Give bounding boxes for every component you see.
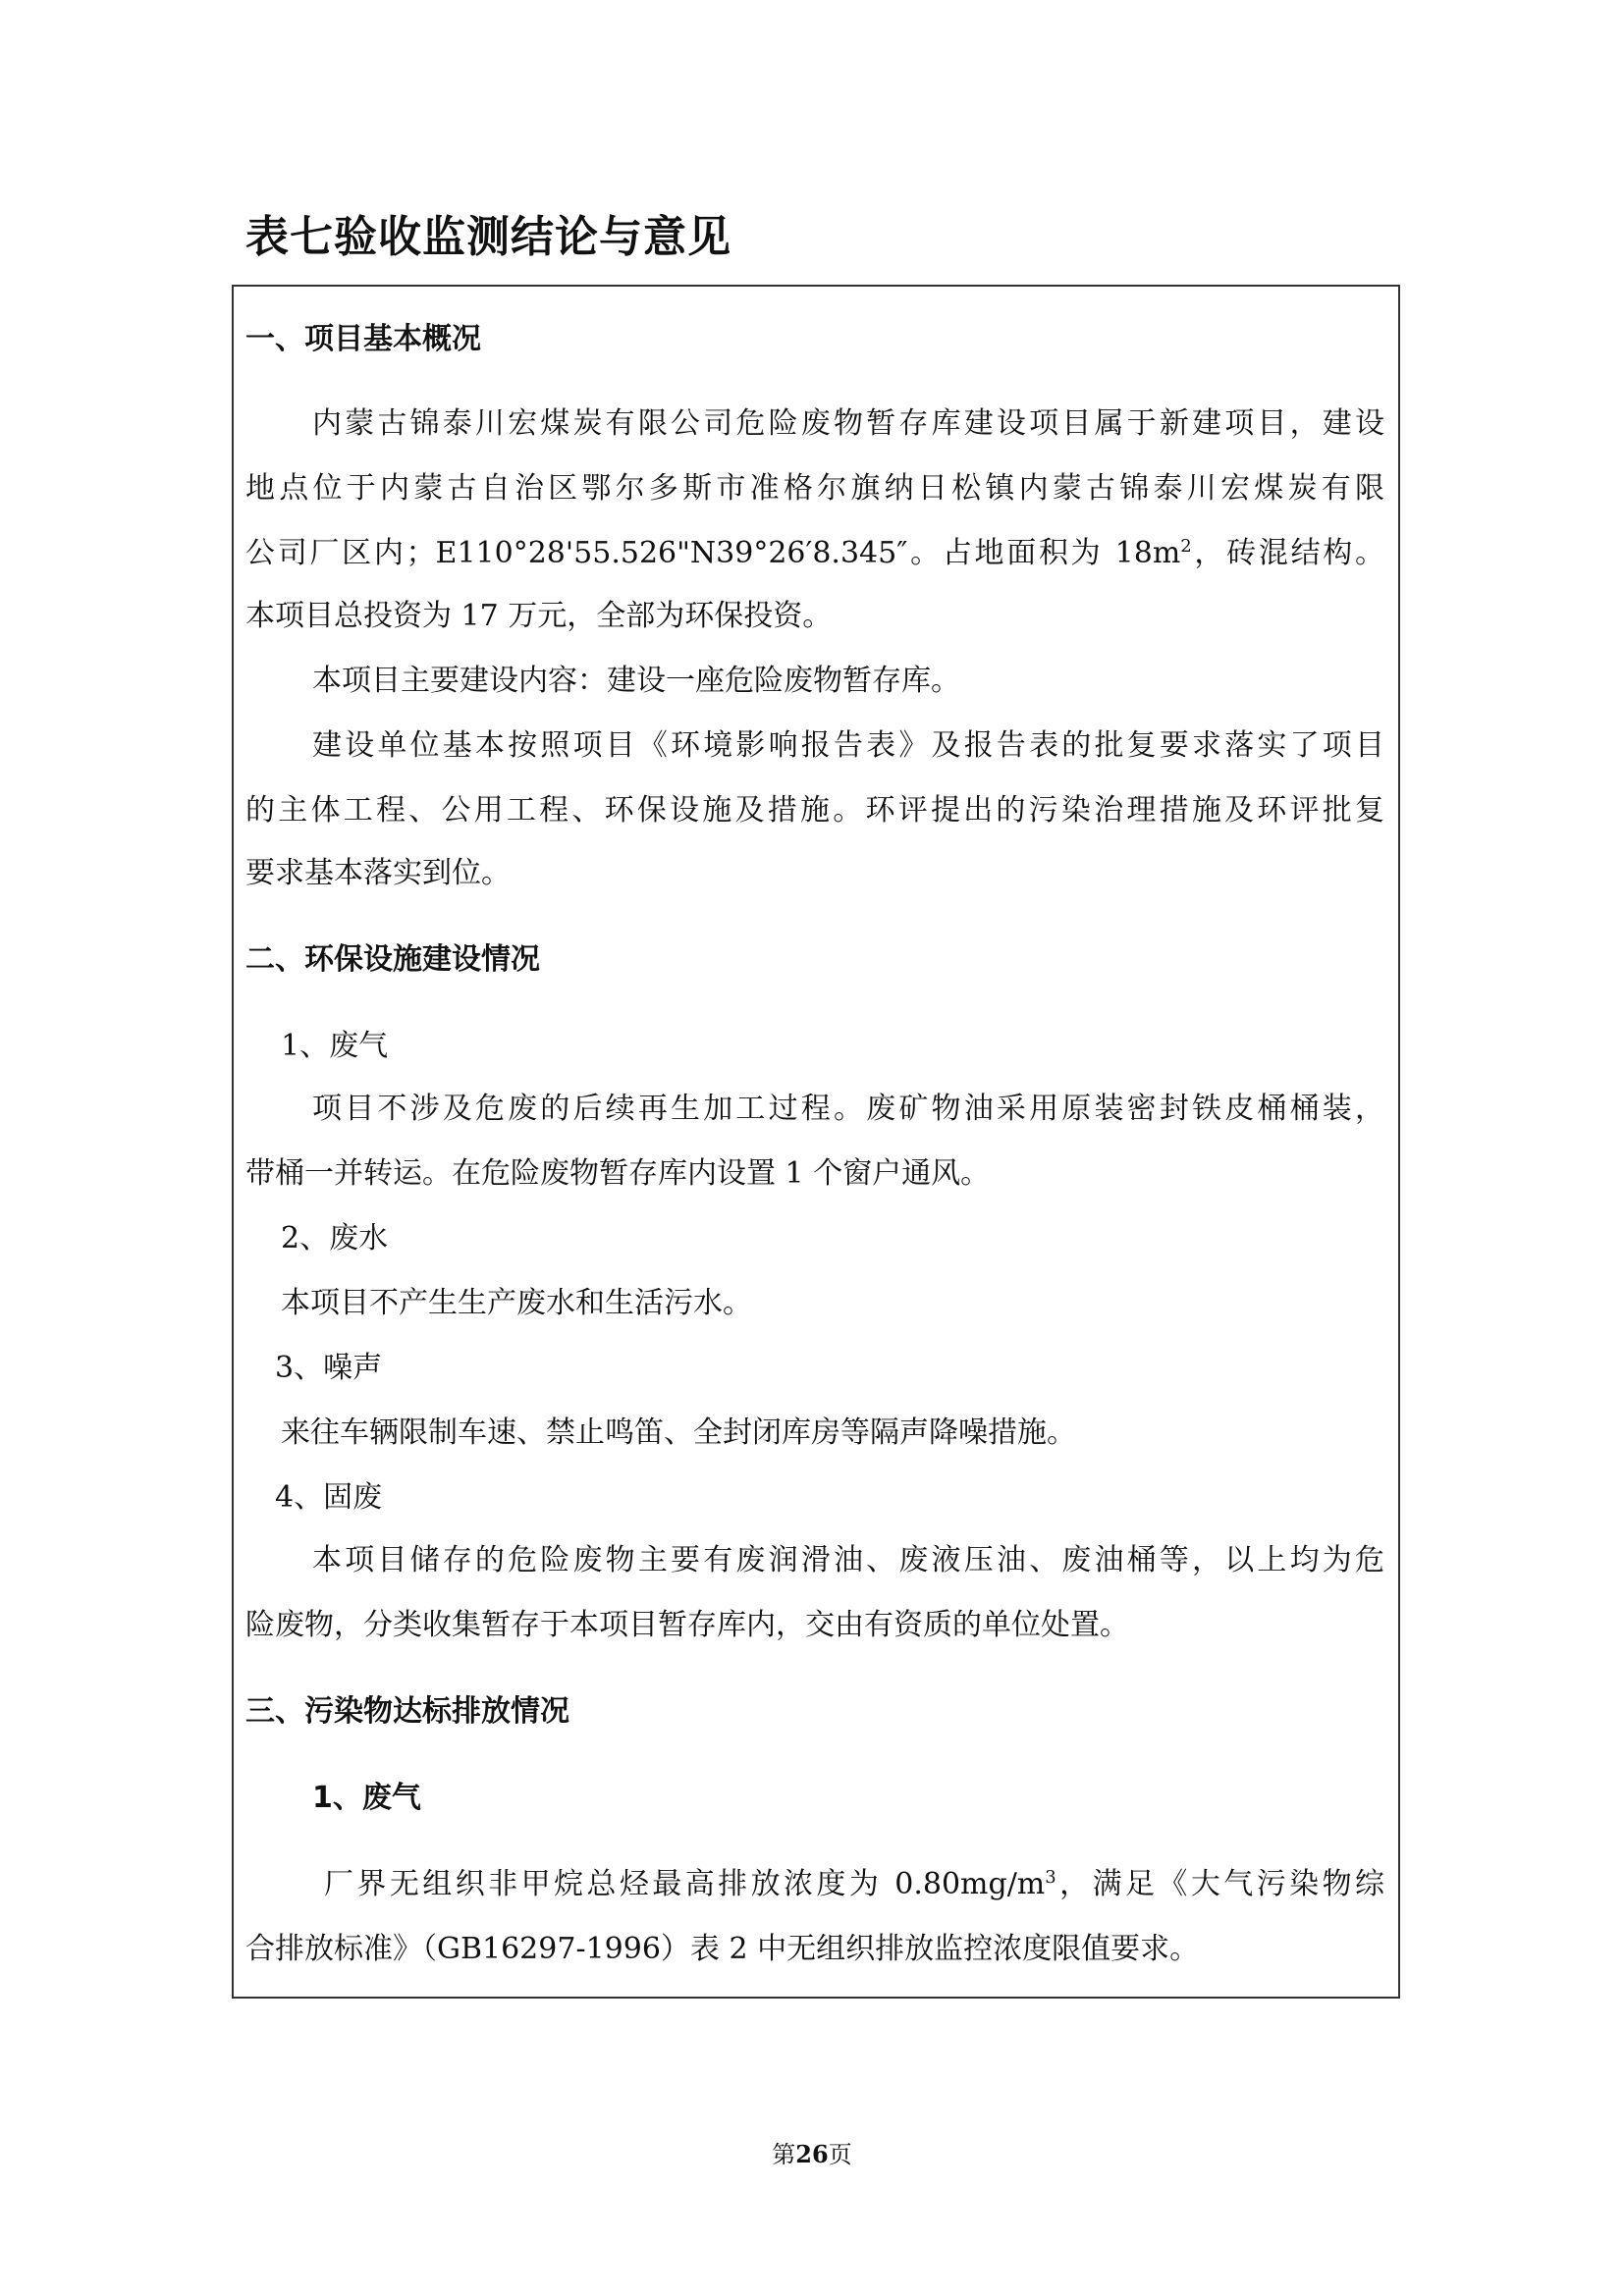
page-number bbox=[0, 2140, 1624, 2169]
overview-paragraph-line-1: 内蒙古锦泰川宏煤炭有限公司危险废物暂存库建设项目属于新建项目，建设 bbox=[312, 406, 1384, 441]
overview-structure-text: ，砖混结构。 bbox=[1191, 536, 1384, 570]
implementation-paragraph-line-2: 的主体工程、公用工程、环保设施及措施。环评提出的污染治理措施及环评批复 bbox=[245, 793, 1384, 828]
page-number-value: 26 bbox=[795, 2140, 829, 2168]
emissions-gas-line-2: 合排放标准》（GB16297-1996）表 2 中无组织排放监控浓度限值要求。 bbox=[245, 1932, 1200, 1966]
emissions-gas-line-1 bbox=[245, 1865, 1384, 1904]
section-heading-emissions: 三、污染物达标排放情况 bbox=[245, 1694, 569, 1729]
facilities-noise-title: 3、噪声 bbox=[275, 1351, 383, 1385]
emissions-gas-title: 1、废气 bbox=[312, 1781, 421, 1815]
page-number-prefix: 第 bbox=[772, 2141, 796, 2168]
overview-paragraph-line-3 bbox=[245, 534, 1384, 573]
overview-location-text: 公司厂区内；E110°28'55.526"N39°26′8.345″。占地面积为 18m bbox=[245, 536, 1181, 570]
facilities-water-title: 2、废水 bbox=[281, 1221, 389, 1255]
page-title: 表七验收监测结论与意见 bbox=[245, 212, 731, 262]
emissions-standard-text: ，满足《大气污染物综 bbox=[1056, 1867, 1385, 1901]
implementation-paragraph-line-1: 建设单位基本按照项目《环境影响报告表》及报告表的批复要求落实了项目 bbox=[312, 728, 1384, 763]
facilities-solid-line-1: 本项目储存的危险废物主要有废润滑油、废液压油、废油桶等，以上均为危 bbox=[312, 1543, 1384, 1577]
area-unit-superscript: 2 bbox=[1180, 536, 1192, 557]
construction-content-line: 本项目主要建设内容：建设一座危险废物暂存库。 bbox=[312, 664, 960, 698]
facilities-gas-line-2: 带桶一并转运。在危险废物暂存库内设置 1 个窗户通风。 bbox=[245, 1156, 991, 1191]
facilities-gas-line-1: 项目不涉及危废的后续再生加工过程。废矿物油采用原装密封铁皮桶桶装， bbox=[312, 1092, 1384, 1126]
facilities-solid-title: 4、固废 bbox=[275, 1480, 383, 1515]
facilities-noise-line-1: 来往车辆限制车速、禁止鸣笛、全封闭库房等隔声降噪措施。 bbox=[281, 1415, 1076, 1450]
volume-unit-superscript: 3 bbox=[1045, 1867, 1056, 1888]
implementation-paragraph-line-3: 要求基本落实到位。 bbox=[245, 856, 511, 890]
page-number-suffix: 页 bbox=[828, 2141, 852, 2168]
facilities-gas-title: 1、废气 bbox=[281, 1029, 389, 1063]
facilities-water-line-1: 本项目不产生生产废水和生活污水。 bbox=[281, 1286, 752, 1320]
emissions-concentration-text: 厂界无组织非甲烷总烃最高排放浓度为 0.80mg/m bbox=[324, 1867, 1046, 1901]
section-heading-overview: 一、项目基本概况 bbox=[245, 322, 481, 356]
facilities-solid-line-2: 险废物，分类收集暂存于本项目暂存库内，交由有资质的单位处置。 bbox=[245, 1608, 1129, 1642]
overview-paragraph-line-2: 地点位于内蒙古自治区鄂尔多斯市准格尔旗纳日松镇内蒙古锦泰川宏煤炭有限 bbox=[245, 471, 1384, 506]
overview-paragraph-line-4: 本项目总投资为 17 万元，全部为环保投资。 bbox=[245, 599, 833, 633]
section-heading-facilities: 二、环保设施建设情况 bbox=[245, 942, 540, 977]
